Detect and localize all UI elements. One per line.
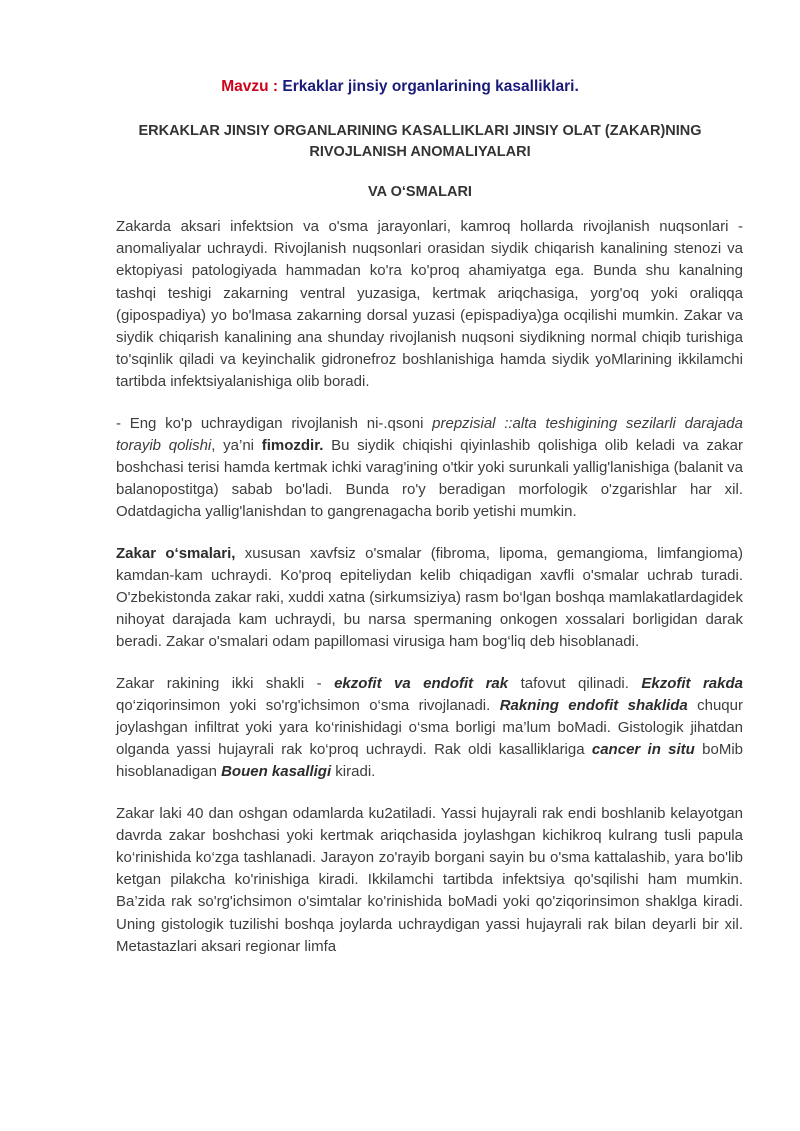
document-body (116, 216, 743, 977)
topic-label: Mavzu : (221, 78, 279, 95)
paragraph-4-text: boMib hisoblanadigan (116, 741, 743, 781)
topic-title: Erkaklar jinsiy organlarining kasalliklari. (282, 78, 579, 95)
paragraph-4-bold-italic: Rakning endofit shaklida (499, 696, 688, 714)
paragraph-3-bold: Zakar o‘smalari, (116, 544, 236, 562)
paragraph-2-text: Bu siydik chiqishi qiyinlashib qolishiga olib keladi va zakar boshchasi terisi hamda kertmak ichki varag'ining o'tkir yoki surunkali yallig'lanishiga (balanit va balanopostitga) sabab bo'ladi. Bunda ro'y beradigan morfologik o'zgarishlar har xil. Odatdagicha yallig'lanishdan to gangrenagacha borib yetishi mumkin. (116, 436, 744, 521)
paragraph-1: Zakarda aksari infektsion va o'sma jarayonlari, kamroq hollarda rivojlanish nuqsonlari - anomaliyalar uchraydi. Rivojlanish nuqsonlari orasidan siydik chiqarish kanalining stenozi va ektopiyasi patologiyada hammadan ko'ra ko'proq ahamiyatga ega. Bunda shu kanalning tashqi teshigi zakarning ventral yuzasiga, kertmak ariqchasiga, yorg'oq yoki oraliqqa (gipospadiya) yo bo'lmasa zakarning dorsal yuzasi (epispadiya)ga ocqilishi mumkin. Zakar va siydik chiqarish kanalining ana shunday rivojlanish nuqsoni siydikning normal chiqib turishiga to'sqinlik qiladi va keyinchalik gidronefroz boshlanishiga hamda siydik yoMlarining ikkilamchi tartibda infektsiyalanishiga olib boradi. (116, 218, 743, 391)
paragraph-4-bold-italic: Ekzofit rakda (641, 674, 743, 692)
paragraph-3 (116, 543, 743, 654)
paragraph-4-text: kiradi. (331, 763, 376, 781)
paragraph-2-italic: prepzisial ::alta teshigining sezilarli darajada torayib qolishi (116, 414, 743, 454)
paragraph-2-text: , ya’ni (211, 436, 262, 454)
paragraph-2-bold: fimozdir. (261, 436, 324, 454)
paragraph-4 (116, 673, 743, 784)
paragraph-4-text: chuqur joylashgan infiltrat yoki yara ko‘rinishidagi o‘sma borligi ma’lum boMadi. Gistologik jihatdan olganda yassi hujayrali rak ko‘proq uchraydi. Rak oldi kasalliklariga (116, 696, 743, 759)
paragraph-4-text: tafovut qilinadi. (508, 674, 642, 692)
paragraph-4-bold-italic: cancer in situ (591, 741, 695, 759)
paragraph-2 (116, 413, 743, 524)
section-heading: ERKAKLAR JINSIY ORGANLARINING KASALLIKLARI JINSIY OLAT (ZAKAR)NING RIVOJLANISH ANOMALIYALARI (138, 123, 702, 160)
paragraph-3-text: xususan xavfsiz o'smalar (fibroma, lipoma, gemangioma, limfangioma) kamdan-kam uchraydi. Ko'proq epiteliydan kelib chiqadigan xavfli o'smalar uchrab turadi. O'zbekistonda zakar raki, xuddi xatna (sirkumsiziya) rasm bo‘lgan boshqa mamlakatlardagidek nihoyat darajada kam uchraydi, bu narsa spermaning onkogen xossalari borligidan darak beradi. Zakar o'smalari odam papillomasi virusiga ham bog‘liq deb hisoblanadi. (116, 544, 743, 651)
paragraph-5: Zakar laki 40 dan oshgan odamlarda ku2atiladi. Yassi hujayrali rak endi boshlanib kelayotgan davrda zakar boshchasi yoki kertmak ariqchasida joylashgan kichikroq kulrang tusli papula ko‘rinishida ko‘zga tashlanadi. Jarayon zo'rayib borgani sayin bu o'sma kattalashib, yara bo'lib ketgan pilakcha ko'rinishiga kiradi. Ikkilamchi tartibda infektsiya qo'sqilishi ham mumkin. Ba’zida rak so'rg'ichsimon o'simtalar ko'rinishida boMadi yoki qo'ziqorinsimon shaklga kiradi. Uning gistologik tuzilishi boshqa joylarda uchraydigan yassi hujayrali rak bilan deyarli bir xil. Metastazlari aksari regionar limfa (116, 804, 743, 955)
topic-line (0, 78, 800, 96)
paragraph-4-bold-italic: ekzofit va endofit rak (334, 674, 509, 692)
paragraph-4-bold-italic: Bouen kasalligi (221, 763, 332, 781)
paragraph-2-text: - Eng ko'p uchraydigan rivojlanish ni-.qsoni (116, 414, 433, 432)
paragraph-4-text: Zakar rakining ikki shakli - (116, 674, 335, 692)
paragraph-4-text: qo‘ziqorinsimon yoki so'rg'ichsimon o‘sma rivojlanadi. (116, 696, 500, 714)
section-subheading: VA O‘SMALARI (368, 184, 472, 200)
